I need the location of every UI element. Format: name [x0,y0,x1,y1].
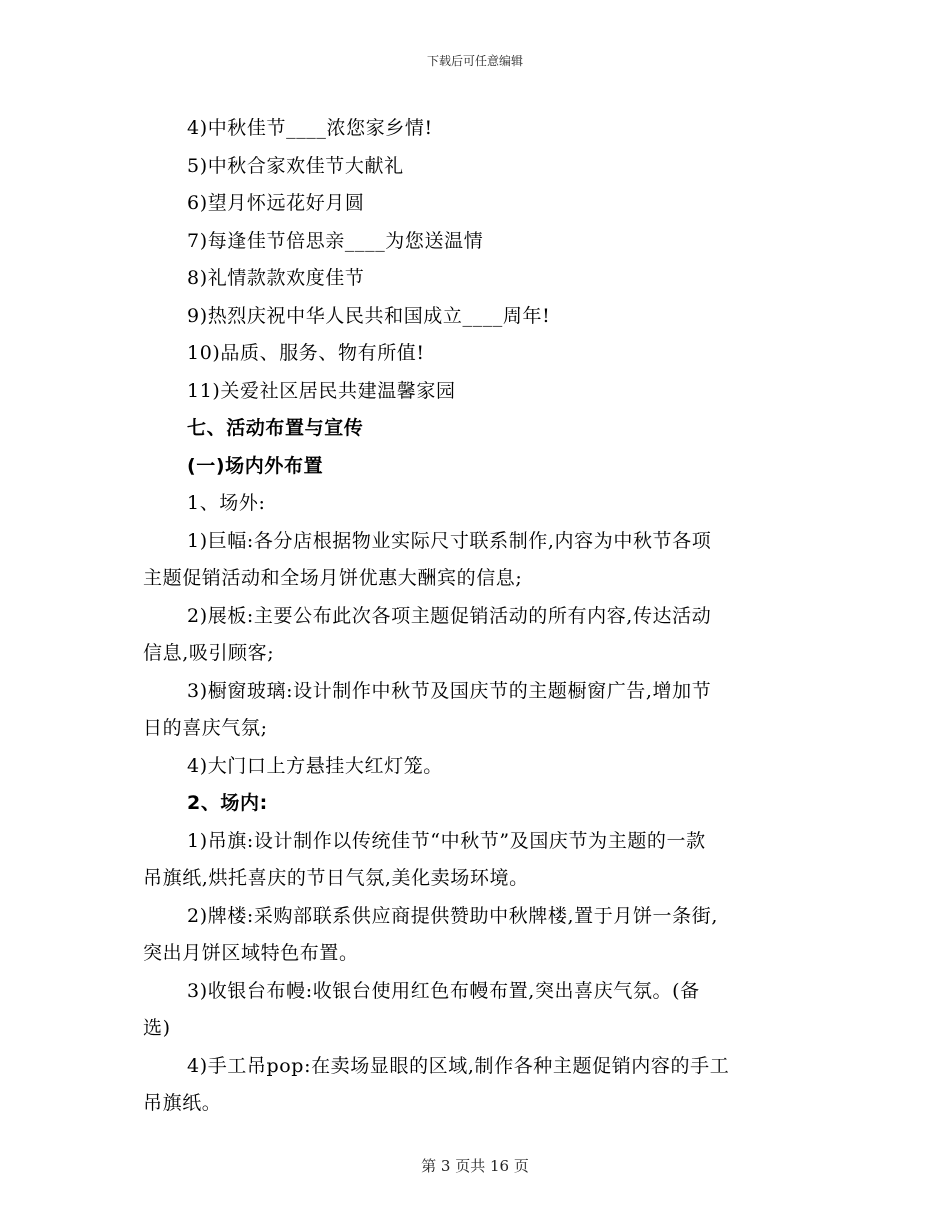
section-heading: 七、活动布置与宣传 [187,417,364,439]
paragraph-line: 4)大门口上方悬挂大红灯笼。 [187,754,443,777]
slogan-line: 6)望月怀远花好月圆 [187,192,365,214]
paragraph-line: 2)展板:主要公布此次各项主题促销活动的所有内容,传达活动 [187,604,712,627]
page-header: 下载后可任意编辑 [426,54,523,68]
paragraph-line: 3)橱窗玻璃:设计制作中秋节及国庆节的主题橱窗广告,增加节 [187,679,712,702]
paragraph-line: 主题促销活动和全场月饼优惠大酬宾的信息; [143,567,523,589]
paragraph-line: 1)吊旗:设计制作以传统佳节“中秋节”及国庆节为主题的一款 [187,829,706,852]
slogan-line: 8)礼情款款欢度佳节 [187,267,365,289]
paragraph-line: 2)牌楼:采购部联系供应商提供赞助中秋牌楼,置于月饼一条街, [187,904,718,927]
paragraph-line: 吊旗纸,烘托喜庆的节日气氛,美化卖场环境。 [143,867,529,889]
slogan-line: 5)中秋合家欢佳节大献礼 [187,154,404,177]
paragraph-line: 日的喜庆气氛; [143,717,268,739]
paragraph-line: 吊旗纸。 [143,1092,222,1114]
slogan-line: 4)中秋佳节____浓您家乡情! [187,117,433,139]
list-heading-indoor: 2、场内: [187,792,268,814]
slogan-line: 7)每逢佳节倍思亲____为您送温情 [187,229,484,252]
list-heading-outdoor: 1、场外: [187,492,266,514]
paragraph-line: 突出月饼区域特色布置。 [143,942,359,964]
document-body [143,110,811,1123]
slogan-line: 10)品质、服务、物有所值! [187,342,425,364]
page-footer: 第 3 页共 16 页 [421,1157,529,1175]
paragraph-line: 1)巨幅:各分店根据物业实际尺寸联系制作,内容为中秋节各项 [187,529,712,552]
paragraph-line: 3)收银台布幔:收银台使用红色布幔布置,突出喜庆气氛。(备 [187,979,700,1002]
paragraph-line: 选) [143,1017,171,1039]
paragraph-line: 4)手工吊pop:在卖场显眼的区域,制作各种主题促销内容的手工 [187,1054,730,1077]
subsection-heading: (一)场内外布置 [187,454,324,477]
paragraph-line: 信息,吸引顾客; [143,642,275,664]
slogan-line: 11)关爱社区居民共建温馨家园 [187,379,456,402]
slogan-line: 9)热烈庆祝中华人民共和国成立____周年! [187,304,551,327]
